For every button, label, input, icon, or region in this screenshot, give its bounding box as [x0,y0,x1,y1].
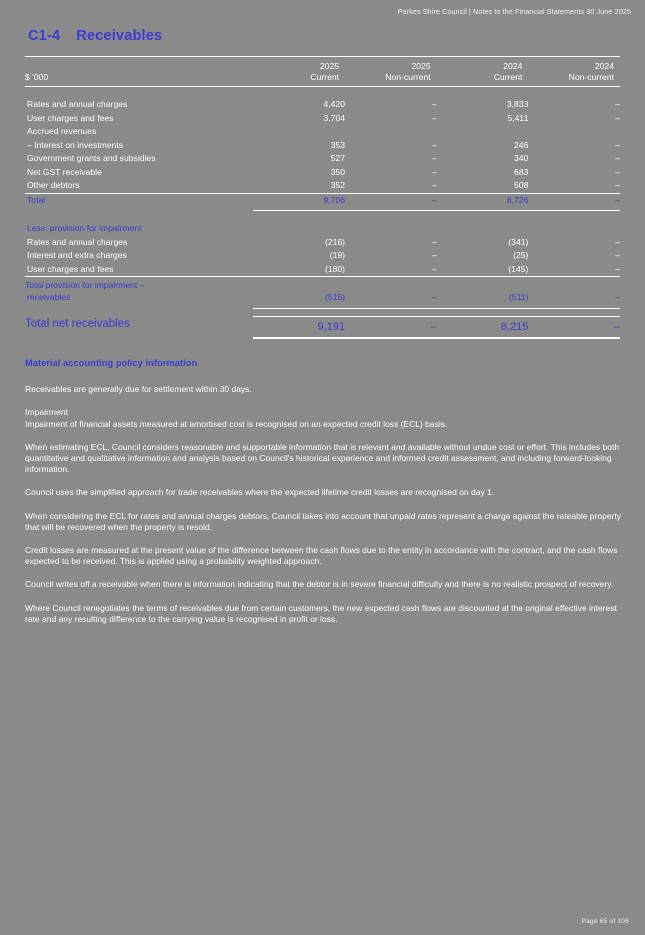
row-value: – [431,139,437,150]
row-value [437,125,529,139]
spacer-before-net-total [25,308,620,316]
net-total-value: – [345,316,437,333]
net-total-label: Total net receivables [25,318,130,330]
row-value: (145) [508,263,529,274]
row-value: – [615,250,620,260]
row-value: – [615,153,620,163]
table-row [25,98,620,112]
row-value: – [615,180,620,190]
impairment-section-heading: Less: provision for impairment [27,223,142,233]
row-value: – [615,166,620,177]
row-value [528,125,620,139]
impairment-total-label-line2: receivables [27,292,71,302]
policy-receivables-paragraph: Receivables are generally due for settlement within 30 days. [25,384,252,395]
row-value: – [431,153,437,163]
col-header-year-1: 2025 [319,61,340,71]
table-header-year-row [25,61,620,72]
unit-label: $ '000 [25,72,49,82]
total-value: – [345,193,437,207]
row-value: 353 [330,139,346,150]
spacer-before-impairment [25,211,620,223]
row-value [253,125,345,139]
row-value: – [431,166,437,177]
impairment-paragraph-6: Council writes off a receivable when there is information indicating that the debtor is in severe financial difficulty and there is no realistic prospect of recovery. [25,579,614,590]
note-number: C1-4 [28,28,61,44]
impairment-paragraph-2: When estimating ECL, Council considers reasonable and supportable information that is relevant and available without undue cost or effort. This includes both quantitative and qualitative information and analysis based on Council's historical experience and informed credit assessment, and including forward-looking information. [25,441,620,475]
row-value: – [615,139,620,150]
page-footer: Page 65 of 106 [581,918,629,925]
impairment-total-value: – [431,292,437,302]
row-value: (25) [513,250,529,260]
row-value: 3,833 [506,99,529,109]
total-value: 8,726 [437,193,529,207]
impairment-paragraph-5: Credit losses are measured at the present value of the difference between the cash flows due to the entity in accordance with the contract, and the cash flows expected to be received. This is applied using a probability weighted approach. [25,545,618,567]
col-header-year-2: 2025 [411,61,431,71]
row-value: 246 [514,139,529,150]
table-row [25,236,620,250]
col-header-year-4: 2024 [594,61,614,71]
row-value: 340 [514,153,529,163]
receivables-table [25,56,620,339]
impairment-total-line1-row [25,277,620,292]
row-label: Rates and annual charges [27,236,128,247]
accounting-policy-section [25,358,623,625]
row-value: – [431,236,437,247]
table-row [25,166,620,180]
total-value: 9,706 [253,193,345,207]
table-row [25,249,620,263]
net-total-value: 8,215 [437,316,529,333]
net-total-row [25,316,620,333]
policy-heading: Material accounting policy information [25,358,198,368]
row-value: – [615,99,620,109]
col-header-type-4: Non-current [568,72,614,82]
col-header-type-2: Non-current [385,72,431,82]
row-value: 352 [330,180,346,190]
row-value: 527 [330,153,346,163]
impairment-total-value: (515) [324,292,346,302]
row-value: – [431,112,437,123]
col-header-year-3: 2024 [503,61,523,71]
row-value [345,125,437,139]
impairment-paragraph-3: Council uses the simplified approach for trade receivables where the expected lifetime credit losses are recognised on day 1. [25,487,495,498]
impairment-total-row [25,291,620,305]
row-value: 4,420 [323,99,346,109]
page-title [28,28,162,44]
row-label: User charges and fees [27,263,114,274]
impairment-total-label-line1: Total provision for impairment – [25,277,253,292]
row-value: (19) [329,250,346,260]
total-value: – [528,193,620,207]
row-label: Accrued revenues [27,126,97,136]
row-value: 3,704 [323,112,346,123]
row-value: – [615,236,620,247]
total-label: Total [25,193,253,207]
table-row [25,152,620,166]
net-total-underline [25,333,620,338]
col-header-type-1: Current [310,72,340,82]
impairment-paragraph-4: When considering the ECL for rates and annual charges debtors, Council takes into account that unpaid rates represent a charge against the rateable property that will be recovered when the property is resold. [25,510,621,532]
note-title-text: Receivables [76,28,163,44]
table-row [25,139,620,153]
running-header: Parkes Shire Council | Notes to the Financial Statements 30 June 2025 [397,7,631,16]
net-total-value: – [528,316,620,333]
row-value: – [431,99,437,109]
row-label: Other debtors [27,180,80,190]
table-row [25,179,620,193]
row-value: (216) [324,236,346,247]
row-value: – [615,263,620,274]
row-value: (180) [324,263,346,274]
row-value: 5,411 [507,112,529,123]
row-label: – Interest on investments [27,139,124,150]
net-total-value: 9,191 [253,316,345,333]
impairment-paragraph-7: Where Council renegotiates the terms of receivables due from certain customers, the new expected cash flows are discounted at the original effective interest rate and any resulting difference to the carrying value is recognised in profit or loss. [25,602,617,624]
row-label: User charges and fees [27,112,114,123]
row-label: Interest and extra charges [27,250,127,260]
row-label: Rates and annual charges [27,99,128,109]
row-label: Government grants and subsidies [27,153,156,163]
impairment-total-value: – [615,292,620,302]
row-value: – [431,180,437,190]
row-value: (341) [508,236,529,247]
row-value: – [431,263,437,274]
spacer-after-header [25,87,620,99]
row-value: 508 [514,180,529,190]
table-row [25,112,620,126]
impairment-subheading: Impairment [25,407,68,418]
row-value: – [431,250,437,260]
impairment-paragraph-1: Impairment of financial assets measured at amortised cost is recognised on an expected credit loss (ECL) basis. [25,418,448,429]
row-value: – [615,112,620,123]
row-value: 683 [514,166,529,177]
table-row [25,125,620,139]
row-label: Net GST receivable [27,166,102,177]
table-total-row [25,193,620,207]
row-value: 350 [330,166,346,177]
col-header-type-3: Current [493,72,523,82]
table-row [25,263,620,277]
table-header-type-row [25,72,620,83]
impairment-total-value: (511) [508,292,529,302]
impairment-section-heading-row [25,222,620,236]
